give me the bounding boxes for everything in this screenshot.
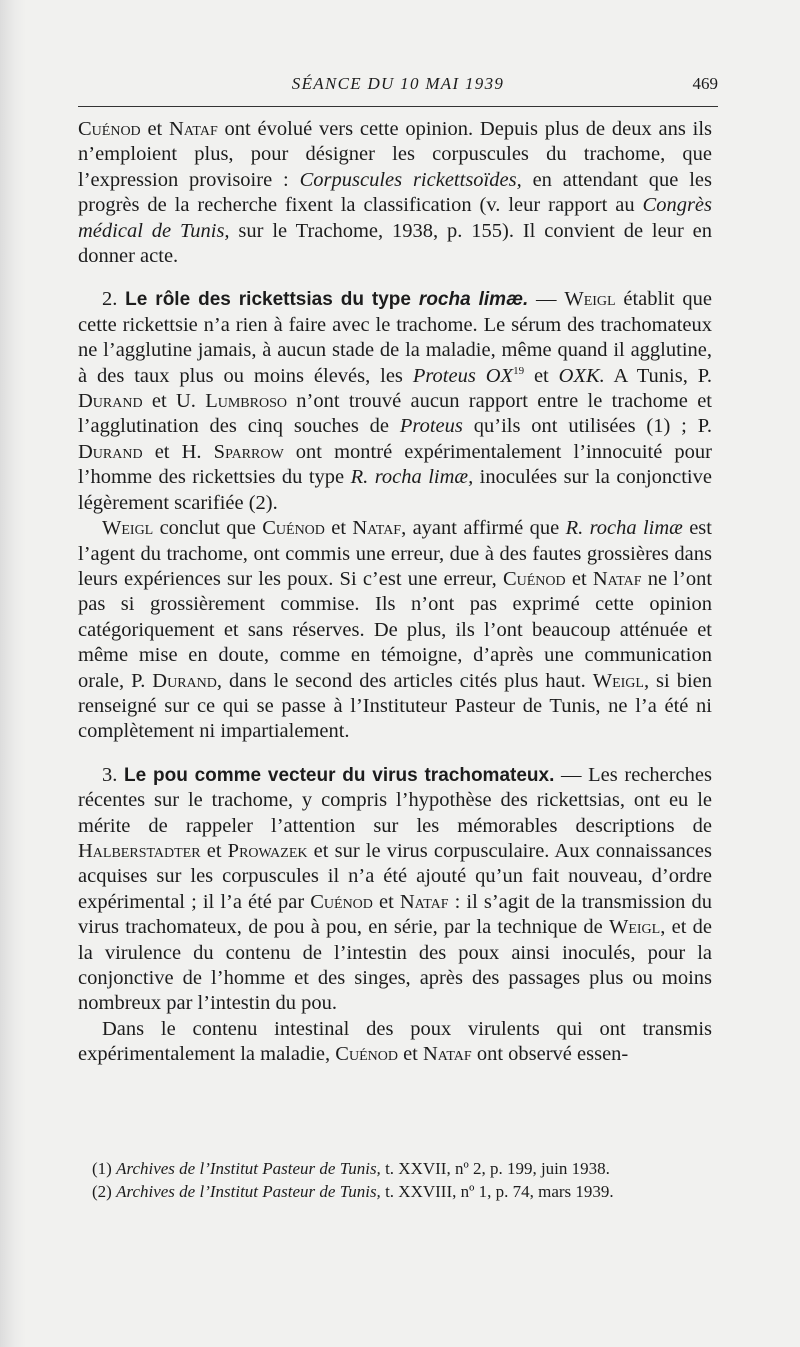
- text-run: inoculées sur la conjonctive légèrement scarifiée (2).: [78, 466, 712, 514]
- text-run: est l’agent du trachome, ont commis une erreur, due à des fautes grossières dans leurs expériences sur les poux. Si c’est une erreur,: [78, 517, 712, 590]
- italic-term: Congrès médical de Tunis,: [78, 194, 712, 242]
- text-run: , si bien renseigné sur ce qui se passe à l’Instituteur Pasteur de Tunis, ne l’a été ni complètement ni impartialement.: [78, 669, 712, 743]
- paragraph-contenu: [78, 1017, 712, 1068]
- footnote-number: (1): [92, 1159, 117, 1178]
- page-header: [78, 74, 718, 98]
- paragraph-intro: [78, 117, 712, 269]
- superscript: 19: [513, 364, 525, 377]
- text-run: et: [140, 118, 170, 140]
- author-name: Lumbroso: [205, 390, 287, 413]
- text-run: et: [565, 567, 593, 590]
- author-name: Cuénod: [502, 567, 566, 590]
- author-name: Weigl: [608, 916, 661, 939]
- text-run: —: [528, 288, 565, 311]
- section-number: 3.: [102, 763, 125, 786]
- italic-term: Corpuscules rickettsoïdes,: [299, 168, 522, 191]
- section-title: Le pou comme vecteur du virus trachomateux.: [124, 764, 555, 786]
- footnote-2: [92, 1180, 716, 1203]
- author-name: Durand: [78, 390, 143, 413]
- text-run: , et de la virulence du contenu de l’intestin des poux ainsi inoculés, pour la conjonctive de l’homme et des singes, après des passages plus ou moins nombreux par l’intestin du pou.: [78, 916, 712, 1015]
- footnotes: [92, 1157, 716, 1203]
- section-2-paragraph: [78, 287, 712, 516]
- text-run: Dans le contenu intestinal des poux virulents qui ont transmis expérimentalement la maladie,: [78, 1017, 712, 1066]
- binding-shadow: [0, 0, 26, 1347]
- italic-term: R. rocha limæ: [565, 517, 683, 540]
- italic-term: Proteus OX: [412, 364, 514, 387]
- footnote-1: [92, 1157, 716, 1180]
- text-run: A Tunis, P.: [604, 364, 712, 387]
- text-run: et U.: [142, 390, 206, 413]
- text-run: et: [324, 517, 353, 540]
- footnote-number: (2): [92, 1182, 117, 1201]
- footnote-citation: t. XXVII, nº 2, p. 199, juin 1938.: [380, 1159, 610, 1178]
- footnote-journal: Archives de l’Institut Pasteur de Tunis,: [116, 1182, 381, 1201]
- text-run: — Les recherches récentes sur le trachome, y compris l’hypothèse des rickettsias, ont eu le mérite de rappeler l’attention sur les mémorables descriptions de: [78, 763, 712, 837]
- footnote-journal: Archives de l’Institut Pasteur de Tunis,: [116, 1159, 381, 1178]
- text-run: , dans le second des articles cités plus haut.: [216, 669, 593, 692]
- author-name: Nataf: [399, 890, 449, 913]
- text-run: ont évolué vers cette opinion. Depuis plus de deux ans ils n’emploient plus, pour désigner les corpuscules du trachome, que l’expression provisoire :: [78, 118, 712, 191]
- section-3-paragraph: [78, 763, 712, 1017]
- italic-term: OXK.: [558, 364, 605, 387]
- text-run: en attendant que les progrès de la recherche fixent la classification (v. leur rapport au: [78, 168, 712, 217]
- section-number: 2.: [102, 288, 126, 311]
- text-run: ont observé essen-: [471, 1043, 629, 1066]
- paragraph-weigl: [78, 516, 712, 745]
- italic-term: R. rocha limæ,: [350, 466, 474, 489]
- text-run: qu’ils ont utilisées (1) ; P.: [462, 415, 712, 438]
- text-run: conclut que: [153, 517, 263, 540]
- text-run: , ayant affirmé que: [401, 517, 566, 540]
- running-title: SÉANCE DU 10 MAI 1939: [291, 74, 505, 93]
- italic-term: Proteus: [399, 415, 463, 438]
- author-name: Durand: [78, 440, 143, 463]
- text-run: et: [524, 364, 559, 387]
- text-run: et: [397, 1043, 423, 1066]
- author-name: Cuénod: [335, 1043, 398, 1066]
- text-run: et sur le virus corpusculaire. Aux connaissances acquises sur les corpuscules il n’a été ajouté qu’un fait nouveau, d’ordre expérimental ; il l’a été par: [78, 839, 713, 913]
- section-title-text: Le rôle des rickettsias du type: [125, 289, 419, 311]
- author-name: Nataf: [352, 517, 402, 540]
- author-name: Weigl: [102, 517, 154, 540]
- text-run: et H.: [142, 440, 214, 463]
- author-name: Cuénod: [78, 118, 141, 140]
- author-name: Sparrow: [213, 440, 284, 463]
- author-name: Weigl: [592, 669, 644, 692]
- page-number: 469: [692, 74, 718, 93]
- section-title-italic: rocha limæ.: [418, 289, 529, 311]
- body-text: [78, 117, 712, 1068]
- author-name: Cuénod: [310, 890, 373, 913]
- text-run: : il s’agit de la transmission du virus trachomateux, de pou à pou, en série, par la technique de: [78, 890, 713, 939]
- author-name: Halberstadter: [78, 839, 201, 862]
- author-name: Nataf: [423, 1043, 472, 1066]
- header-rule: [78, 106, 718, 107]
- footnote-citation: t. XXVIII, nº 1, p. 74, mars 1939.: [380, 1182, 614, 1201]
- author-name: Prowazek: [227, 839, 308, 862]
- section-title: [125, 289, 528, 310]
- text-run: ont montré expérimentalement l’innocuité pour l’homme des rickettsies du type: [78, 440, 712, 489]
- author-name: Weigl: [564, 288, 616, 311]
- text-run: n’ont trouvé aucun rapport entre le trachome et l’agglutination des cinq souches de: [78, 390, 712, 438]
- text-run: sur le Trachome, 1938, p. 155). Il convient de leur en donner acte.: [78, 219, 713, 268]
- text-run: établit que cette rickettsie n’a rien à faire avec le trachome. Le sérum des trachomateux ne l’agglutine jamais, à aucun stade de la maladie, même quand il agglutine, à des taux plus ou moins élevés, les: [78, 288, 712, 387]
- text-run: et: [200, 839, 228, 862]
- text-run: et: [372, 890, 400, 913]
- author-name: Nataf: [592, 567, 642, 590]
- text-run: ne l’ont pas si grossièrement commise. Ils n’ont pas exprimé cette opinion catégoriquement et sans réserves. De plus, ils l’ont beaucoup atténuée et même mise en doute, comme en témoigne, d’après une communication orale, P.: [78, 567, 713, 692]
- author-name: Nataf: [169, 118, 218, 140]
- author-name: Durand: [152, 669, 217, 692]
- author-name: Cuénod: [262, 517, 325, 540]
